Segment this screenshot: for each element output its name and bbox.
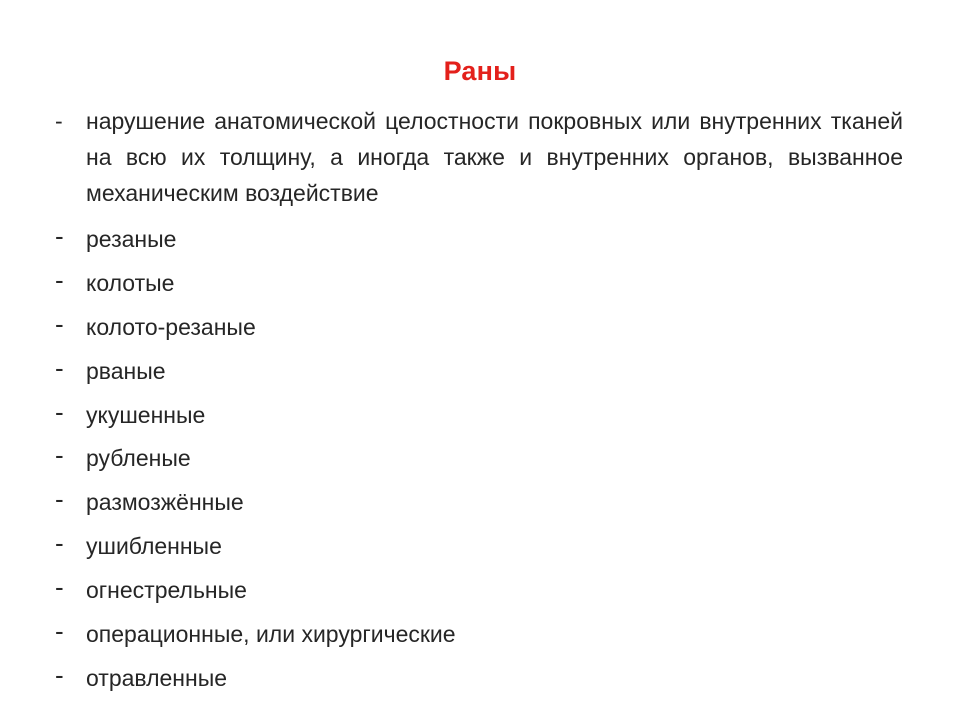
bullet-dash: -: [55, 396, 64, 427]
list-item-text: рваные: [86, 357, 166, 384]
list-item: [55, 263, 903, 307]
bullet-dash: -: [55, 108, 63, 134]
list-item: [55, 570, 903, 614]
bullet-dash: -: [55, 659, 64, 690]
list-item-text: огнестрельные: [86, 577, 247, 604]
list-item: [55, 614, 903, 658]
list-item: [55, 658, 903, 702]
list-item-text: отравленные: [86, 664, 228, 691]
list-item-text: укушенные: [86, 401, 206, 428]
list-item-text: колотые: [86, 269, 175, 296]
list-item: [55, 219, 903, 263]
list-item-text: размозжённые: [86, 489, 244, 516]
list-item-text: рубленые: [86, 445, 191, 472]
list-item-text: резаные: [86, 226, 177, 252]
bullet-dash: -: [55, 352, 64, 383]
list-item-text: ушибленные: [86, 533, 222, 560]
list-item: [55, 307, 903, 351]
list-item: [55, 482, 903, 526]
list-item: [55, 526, 903, 570]
bullet-dash: -: [55, 440, 64, 471]
bullet-dash: -: [55, 264, 64, 295]
list-item: [55, 395, 903, 439]
slide-title: Раны: [443, 56, 517, 86]
wound-types-list: [55, 219, 903, 702]
definition-text: нарушение анатомической целостности покровных или внутренних тканей на всю их толщину, а иногда также и внутренних органов, вызванное механическим воздействие: [86, 108, 903, 206]
bullet-dash: -: [55, 528, 64, 559]
bullet-dash: -: [55, 221, 64, 251]
list-item-text: колото-резаные: [86, 313, 256, 340]
definition-item: [55, 103, 903, 211]
list-item-text: операционные, или хирургические: [86, 621, 456, 648]
bullet-dash: -: [55, 616, 64, 647]
list-item: [55, 351, 903, 395]
bullet-dash: -: [55, 484, 64, 515]
list-item: [55, 438, 903, 482]
bullet-dash: -: [55, 572, 64, 603]
bullet-dash: -: [55, 308, 64, 339]
